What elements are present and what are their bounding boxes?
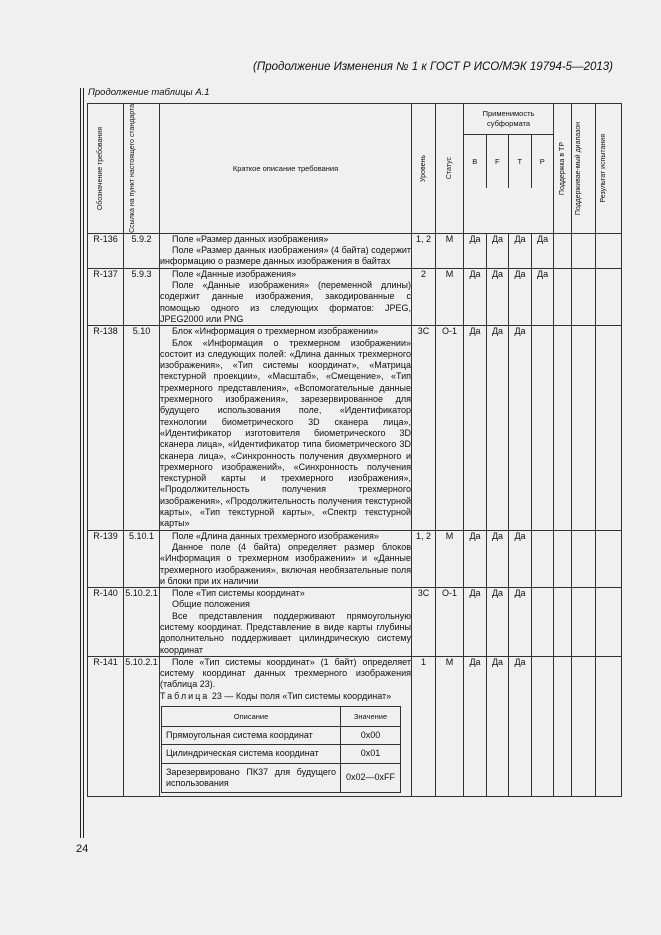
sub-f-value: Да bbox=[487, 268, 509, 325]
range-cell bbox=[572, 326, 596, 530]
margin-rule bbox=[80, 88, 81, 838]
sub-p-value bbox=[532, 588, 554, 657]
sub-b-value: Да bbox=[464, 588, 487, 657]
table-row bbox=[88, 233, 622, 268]
sub-t-value: Да bbox=[509, 588, 532, 657]
req-desc: Поле «Длина данных трехмерного изображения» Данное поле (4 байта) определяет размер блоков «Информация о трехмерном изображении» и «Данные трехмерного изображения», включая необязательные поля и блоки при их наличии bbox=[160, 530, 411, 586]
req-level: 1 bbox=[412, 656, 436, 796]
table23 bbox=[161, 706, 401, 793]
result-cell bbox=[596, 656, 622, 796]
sub-p-value bbox=[532, 530, 554, 587]
sub-f-value: Да bbox=[487, 326, 509, 530]
req-desc: Поле «Данные изображения» Поле «Данные изображения» (переменной длины) содержит данные изображения, закодированные с помощью одного из следующих форматов: JPEG, JPEG2000 или PNG bbox=[160, 268, 411, 324]
result-cell bbox=[596, 268, 622, 325]
range-cell bbox=[572, 268, 596, 325]
result-cell bbox=[596, 588, 622, 657]
sub-p-value: Да bbox=[532, 268, 554, 325]
tp-cell bbox=[554, 326, 572, 530]
tp-cell bbox=[554, 530, 572, 587]
req-status: O-1 bbox=[436, 588, 464, 657]
req-id: R-136 bbox=[88, 233, 124, 268]
req-level: 3С bbox=[412, 326, 436, 530]
req-level: 2 bbox=[412, 268, 436, 325]
table-row bbox=[88, 530, 622, 587]
req-desc: Поле «Тип системы координат» Общие положения Все представления поддерживают прямоугольную систему координат. Представление в виде карты глубины дополнительно поддерживает цилиндрическую систему координат bbox=[160, 588, 411, 655]
req-id: R-137 bbox=[88, 268, 124, 325]
col-header-range: Поддерживае-мый диапазон bbox=[572, 104, 596, 234]
sub-b-value: Да bbox=[464, 530, 487, 587]
req-ref: 5.9.2 bbox=[124, 233, 160, 268]
sub-f: F bbox=[487, 135, 510, 188]
tp-cell bbox=[554, 588, 572, 657]
req-desc: Поле «Размер данных изображения» Поле «Размер данных изображения» (4 байта) содержит информацию о размере данных изображения в байтах bbox=[160, 233, 411, 267]
req-ref: 5.10 bbox=[124, 326, 160, 530]
req-ref: 5.10.2.1 bbox=[124, 588, 160, 657]
sub-p-value: Да bbox=[532, 233, 554, 268]
sub-t-value: Да bbox=[509, 233, 532, 268]
req-level: 3С bbox=[412, 588, 436, 657]
applicability-label: Применимость субформата bbox=[464, 104, 553, 135]
range-cell bbox=[572, 656, 596, 796]
table-row bbox=[88, 326, 622, 530]
req-level: 1, 2 bbox=[412, 530, 436, 587]
margin-rule bbox=[83, 88, 84, 838]
range-cell bbox=[572, 588, 596, 657]
table23-row: Цилиндрическая система координат 0х01 bbox=[162, 745, 401, 763]
sub-b-value: Да bbox=[464, 326, 487, 530]
col-header-desc: Краткое описание требования bbox=[160, 104, 412, 234]
req-id: R-141 bbox=[88, 656, 124, 796]
col-header-applicability bbox=[464, 104, 554, 234]
tp-cell bbox=[554, 268, 572, 325]
req-status: M bbox=[436, 530, 464, 587]
result-cell bbox=[596, 233, 622, 268]
result-cell bbox=[596, 530, 622, 587]
sub-t: T bbox=[509, 135, 532, 188]
req-id: R-139 bbox=[88, 530, 124, 587]
sub-t-value: Да bbox=[509, 656, 532, 796]
sub-t-value: Да bbox=[509, 268, 532, 325]
req-status: M bbox=[436, 268, 464, 325]
table23-row: Зарезервировано ПК37 для будущего использования 0х02—0хFF bbox=[162, 763, 401, 793]
tp-cell bbox=[554, 233, 572, 268]
col-header-result: Результат испытания bbox=[596, 104, 622, 234]
req-ref: 5.9.3 bbox=[124, 268, 160, 325]
table-row bbox=[88, 588, 622, 657]
sub-f-value: Да bbox=[487, 656, 509, 796]
req-ref: 5.10.1 bbox=[124, 530, 160, 587]
sub-p-value bbox=[532, 656, 554, 796]
sub-p: P bbox=[539, 157, 545, 166]
sub-b-value: Да bbox=[464, 233, 487, 268]
req-level: 1, 2 bbox=[412, 233, 436, 268]
col-header-level: Уровень bbox=[412, 104, 436, 234]
sub-t-value: Да bbox=[509, 530, 532, 587]
tp-cell bbox=[554, 656, 572, 796]
table23-header-desc: Описание bbox=[162, 707, 341, 727]
sub-f-value: Да bbox=[487, 588, 509, 657]
sub-b-value: Да bbox=[464, 656, 487, 796]
table-row bbox=[88, 656, 622, 796]
table23-row: Прямоугольная система координат 0х00 bbox=[162, 727, 401, 745]
req-desc: Блок «Информация о трехмерном изображении» Блок «Информация о трехмерном изображении» состоит из следующих полей: «Длина данных трехмерного изображения», «Тип системы координат», «Матрица текстурной проекции», «Масштаб», «Смещение», «Тип трехмерного представления», «Вспомогательные данные трехмерного изображения», зарезервированное для будущего использования поле, «Идентификатор технологии биометрического 3D сканера лица», «Идентификатор изготовителя биометрического 3D сканера лица», «Идентификатор типа биометрического 3D сканера лица», «Синхронность получения двухмерного и трехмерного изображений», «Синхронность получения текстурной карты и трехмерного изображения», «Продолжительность получения трехмерного изображения», «Продолжительность получения текстурной карты», «Тип текстурной карты», «Спектр текстурной карты» bbox=[160, 326, 411, 529]
req-id: R-140 bbox=[88, 588, 124, 657]
req-id: R-138 bbox=[88, 326, 124, 530]
col-header-tp: Поддержка в ТР bbox=[554, 104, 572, 234]
req-desc: Поле «Тип системы координат» (1 байт) определяет систему координат данных трехмерного изображения (таблица 23). Таблица 23 — Коды поля «Тип системы координат» Описание Значение Прямоугольная система координат 0х00 Цилиндрическая система координат 0х01 Зарезервировано ПК37 для будущего использования 0х02—0хFF bbox=[160, 656, 412, 796]
col-header-id: Обозначение требования bbox=[88, 104, 124, 234]
sub-f-value: Да bbox=[487, 530, 509, 587]
result-cell bbox=[596, 326, 622, 530]
req-status: M bbox=[436, 656, 464, 796]
table-row bbox=[88, 268, 622, 325]
table23-header-value: Значение bbox=[341, 707, 401, 727]
continuation-title: Продолжение таблицы А.1 bbox=[88, 87, 210, 98]
req-status: O-1 bbox=[436, 326, 464, 530]
col-header-status: Статус bbox=[436, 104, 464, 234]
range-cell bbox=[572, 233, 596, 268]
col-header-ref: Ссылка на пункт настоящего стандарта bbox=[124, 104, 160, 234]
sub-b: B bbox=[464, 135, 487, 188]
req-status: M bbox=[436, 233, 464, 268]
running-header: (Продолжение Изменения № 1 к ГОСТ Р ИСО/МЭК 19794-5—2013) bbox=[253, 61, 613, 73]
req-ref: 5.10.2.1 bbox=[124, 656, 160, 796]
sub-f-value: Да bbox=[487, 233, 509, 268]
page-number: 24 bbox=[76, 843, 89, 855]
sub-b-value: Да bbox=[464, 268, 487, 325]
range-cell bbox=[572, 530, 596, 587]
table-header-row bbox=[88, 104, 622, 234]
requirements-table bbox=[87, 103, 622, 797]
sub-t-value: Да bbox=[509, 326, 532, 530]
table23-caption: Таблица 23 — Коды поля «Тип системы координат» bbox=[160, 690, 392, 701]
sub-p-value bbox=[532, 326, 554, 530]
